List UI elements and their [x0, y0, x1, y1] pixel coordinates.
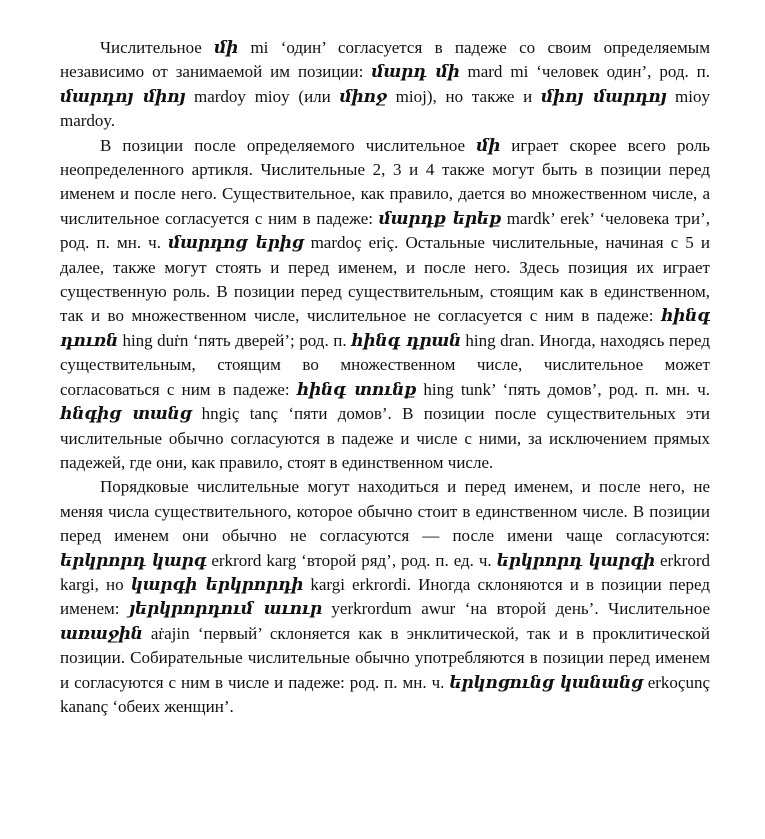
text-run: kargi erkrordi. Иногда склоняются и в позиции перед именем:	[60, 574, 710, 619]
paragraph-cardinal-one	[60, 36, 710, 134]
text-run: erkrord kargi, но	[60, 550, 711, 594]
text-run: hing dran. Иногда, находясь перед существительным, стоящим во множественном числе, числительное может согласоваться с ним в падеже:	[60, 330, 710, 399]
text-run: mardoy mioy (или	[185, 86, 340, 106]
armenian-word: միոջ	[339, 86, 387, 107]
armenian-word: երկոցունց կանանց	[449, 672, 643, 693]
text-run: hing tunk’ ‘пять домов’, род. п. мн. ч.	[416, 379, 710, 399]
armenian-word: հինգ տունք	[296, 379, 417, 400]
text-run: mard mi ‘человек один’, род. п.	[459, 62, 711, 82]
text-run: В позиции после определяемого числительное	[100, 135, 477, 155]
armenian-word: հինգ դրան	[351, 330, 461, 351]
text-run: mioy mardoy.	[60, 86, 710, 131]
text-run: aṙajin ‘первый’ склоняется как в энклитической, так и в проклитической позиции. Собирательные числительные обычно употребляются в позиции перед именем и согласуются с ним в числе и падеже: род. п. мн. ч.	[60, 623, 710, 692]
armenian-word: մարդ մի	[371, 62, 460, 83]
armenian-word: յերկրորդում աւուր	[129, 599, 322, 620]
armenian-word: առաջին	[60, 623, 143, 644]
armenian-word: երկրորդ կարգ	[60, 550, 207, 571]
text-run: Порядковые числительные могут находиться и перед именем, и после него, не меняя числа существительного, которое обычно стоит в единственном числе. В позиции перед именем они обычно не согласуются — после имени чаще согласуются:	[60, 477, 710, 546]
document-page	[60, 36, 710, 719]
armenian-word: մարդք երեք	[378, 208, 502, 229]
text-run: Числительное	[100, 38, 215, 57]
text-run: mardoç eriç. Остальные числительные, начиная с 5 и далее, также могут стоять и перед именем, и после него. Здесь позиция их играет существенную роль. В позиции перед существительным, стоящим как в единственном, так и во множественном числе, числительное не согласуется с ним в падеже:	[60, 233, 710, 326]
armenian-word: մարդոյ միոյ	[60, 86, 186, 107]
armenian-word: կարգի երկրորդի	[130, 574, 304, 595]
armenian-word: մարդոց երից	[168, 233, 304, 254]
armenian-word: միոյ մարդոյ	[541, 86, 667, 107]
armenian-word: հնգից տանց	[60, 404, 192, 425]
paragraph-cardinal-numbers	[60, 134, 710, 476]
text-run: erkrord karg ‘второй ряд’, род. п. ед. ч.	[206, 550, 497, 570]
paragraph-ordinal-numbers	[60, 475, 710, 719]
text-run: mioj), но также и	[386, 86, 542, 106]
armenian-word: հինգ դուռն	[60, 306, 710, 351]
text-run: yerkrordum awur ‘на второй день’. Числительное	[321, 599, 710, 619]
text-run: hing duṙn ‘пять дверей’; род. п.	[117, 330, 352, 350]
text-run: erkoçunç kananç ‘обеих женщин’.	[60, 672, 710, 716]
text-run: mardk’ erek’ ‘человека три’, род. п. мн. ч.	[60, 208, 710, 253]
armenian-word: երկրորդ կարգի	[496, 550, 656, 571]
armenian-word: մի	[476, 135, 501, 156]
text-run: играет скорее всего роль неопределенного артикля. Числительные 2, 3 и 4 также могут быть в позиции перед именем и после него. Существительное, как правило, дается во множественном числе, а числительное согласуется с ним в падеже:	[60, 135, 710, 228]
text-run: mi ‘один’ согласуется в падеже со своим определяемым независимо от занимаемой им позиции:	[60, 38, 710, 82]
armenian-word: մի	[214, 38, 239, 58]
text-run: hngiç tanç ‘пяти домов’. В позиции после существительных эти числительные обычно согласуются в падеже и числе с ними, за исключением прямых падежей, где они, как правило, стоят в единственном числе.	[60, 404, 710, 472]
